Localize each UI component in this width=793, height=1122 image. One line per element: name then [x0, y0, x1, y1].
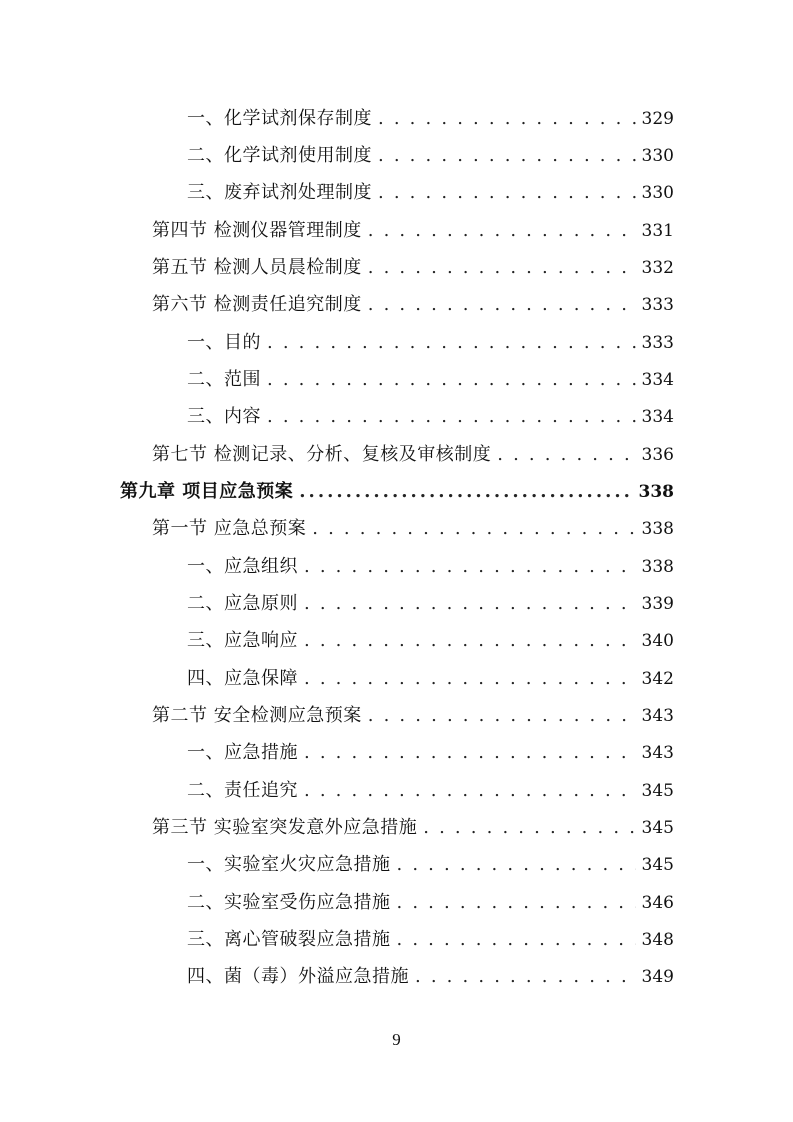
- dot-leader: [304, 585, 636, 622]
- toc-entry-page: 329: [641, 109, 674, 129]
- toc-entry-page: 340: [641, 631, 674, 651]
- toc-entry-title: 三、废弃试剂处理制度: [187, 182, 372, 203]
- dot-leader: [368, 286, 636, 323]
- dot-leader: [304, 622, 636, 659]
- toc-entry-page: 345: [641, 818, 674, 838]
- toc-entry-page: 349: [641, 967, 674, 987]
- toc-entry[interactable]: [152, 510, 674, 547]
- toc-entry-page: 330: [641, 146, 674, 166]
- toc-entry[interactable]: [187, 660, 674, 697]
- toc-entry-page: 338: [641, 557, 674, 577]
- toc-entry[interactable]: [187, 734, 674, 771]
- dot-leader: [304, 772, 636, 809]
- toc-entry-title: 第二节 安全检测应急预案: [152, 705, 362, 726]
- toc-entry-title: 一、应急措施: [187, 742, 298, 763]
- toc-entry-page: 338: [641, 519, 674, 539]
- dot-leader: [267, 398, 636, 435]
- dot-leader: [397, 846, 636, 883]
- toc-entry-page: 333: [641, 333, 674, 353]
- toc-entry[interactable]: [187, 958, 674, 995]
- toc-entry-title: 二、范围: [187, 369, 261, 390]
- toc-entry[interactable]: [187, 548, 674, 585]
- dot-leader: [304, 660, 636, 697]
- toc-entry[interactable]: [152, 809, 674, 846]
- dot-leader: [397, 921, 636, 958]
- toc-chapter-entry[interactable]: [120, 473, 674, 510]
- toc-entry-title: 第五节 检测人员晨检制度: [152, 257, 362, 278]
- toc-entry-page: 345: [641, 855, 674, 875]
- toc-entry-title: 一、目的: [187, 332, 261, 353]
- dot-leader: [368, 212, 636, 249]
- toc-entry[interactable]: [187, 772, 674, 809]
- dot-leader: [267, 324, 636, 361]
- toc-entry[interactable]: [152, 436, 674, 473]
- toc-entry[interactable]: [187, 884, 674, 921]
- toc-entry[interactable]: [152, 286, 674, 323]
- page-number: 9: [392, 1030, 401, 1049]
- toc-entry-title: 二、化学试剂使用制度: [187, 145, 372, 166]
- toc-entry-page: 336: [641, 445, 674, 465]
- toc-entry-title: 四、菌（毒）外溢应急措施: [187, 966, 409, 987]
- dot-leader: [312, 510, 635, 547]
- toc-entry[interactable]: [187, 921, 674, 958]
- dot-leader: [299, 473, 632, 510]
- toc-entry-page: 332: [641, 258, 674, 278]
- toc-entry-page: 334: [641, 370, 674, 390]
- toc-entry-title: 三、内容: [187, 406, 261, 427]
- dot-leader: [415, 958, 636, 995]
- dot-leader: [368, 697, 636, 734]
- toc-entry-title: 第七节 检测记录、分析、复核及审核制度: [152, 444, 492, 465]
- dot-leader: [397, 884, 636, 921]
- toc-entry[interactable]: [187, 100, 674, 137]
- toc-entry-title: 三、离心管破裂应急措施: [187, 929, 391, 950]
- dot-leader: [368, 249, 636, 286]
- toc-entry[interactable]: [187, 585, 674, 622]
- toc-entry[interactable]: [152, 212, 674, 249]
- toc-entry-page: 348: [641, 930, 674, 950]
- toc-entry[interactable]: [187, 137, 674, 174]
- toc-entry[interactable]: [187, 398, 674, 435]
- toc-entry-title: 第九章 项目应急预案: [120, 481, 294, 502]
- toc-entry-title: 二、实验室受伤应急措施: [187, 892, 391, 913]
- dot-leader: [378, 174, 636, 211]
- toc-entry[interactable]: [187, 846, 674, 883]
- toc-entry-page: 338: [638, 482, 674, 502]
- toc-entry-page: 343: [641, 743, 674, 763]
- toc-entry-title: 第三节 实验室突发意外应急措施: [152, 817, 418, 838]
- toc-entry-page: 342: [641, 669, 674, 689]
- dot-leader: [378, 137, 636, 174]
- toc-entry[interactable]: [152, 249, 674, 286]
- toc-entry-page: 330: [641, 183, 674, 203]
- toc-entry-page: 339: [641, 594, 674, 614]
- toc-entry-title: 第六节 检测责任追究制度: [152, 294, 362, 315]
- toc-entry-title: 一、化学试剂保存制度: [187, 108, 372, 129]
- toc-entry-page: 345: [641, 781, 674, 801]
- dot-leader: [267, 361, 636, 398]
- toc-entry-page: 346: [641, 893, 674, 913]
- toc-entry-page: 343: [641, 706, 674, 726]
- toc-entry[interactable]: [187, 361, 674, 398]
- toc-entry-title: 二、应急原则: [187, 593, 298, 614]
- toc-entry-title: 一、应急组织: [187, 556, 298, 577]
- toc-entry-title: 四、应急保障: [187, 668, 298, 689]
- dot-leader: [497, 436, 635, 473]
- toc-entry-title: 第一节 应急总预案: [152, 518, 307, 539]
- toc-entry-page: 331: [641, 221, 674, 241]
- dot-leader: [304, 548, 636, 585]
- dot-leader: [423, 809, 635, 846]
- toc-entry-title: 二、责任追究: [187, 780, 298, 801]
- toc-entry-title: 三、应急响应: [187, 630, 298, 651]
- toc-entry[interactable]: [152, 697, 674, 734]
- dot-leader: [304, 734, 636, 771]
- toc-entry[interactable]: [187, 174, 674, 211]
- toc-entry-title: 一、实验室火灾应急措施: [187, 854, 391, 875]
- dot-leader: [378, 100, 636, 137]
- toc-entry-page: 333: [641, 295, 674, 315]
- toc-entry-title: 第四节 检测仪器管理制度: [152, 220, 362, 241]
- toc-entry-page: 334: [641, 407, 674, 427]
- toc-entry[interactable]: [187, 324, 674, 361]
- toc-entry[interactable]: [187, 622, 674, 659]
